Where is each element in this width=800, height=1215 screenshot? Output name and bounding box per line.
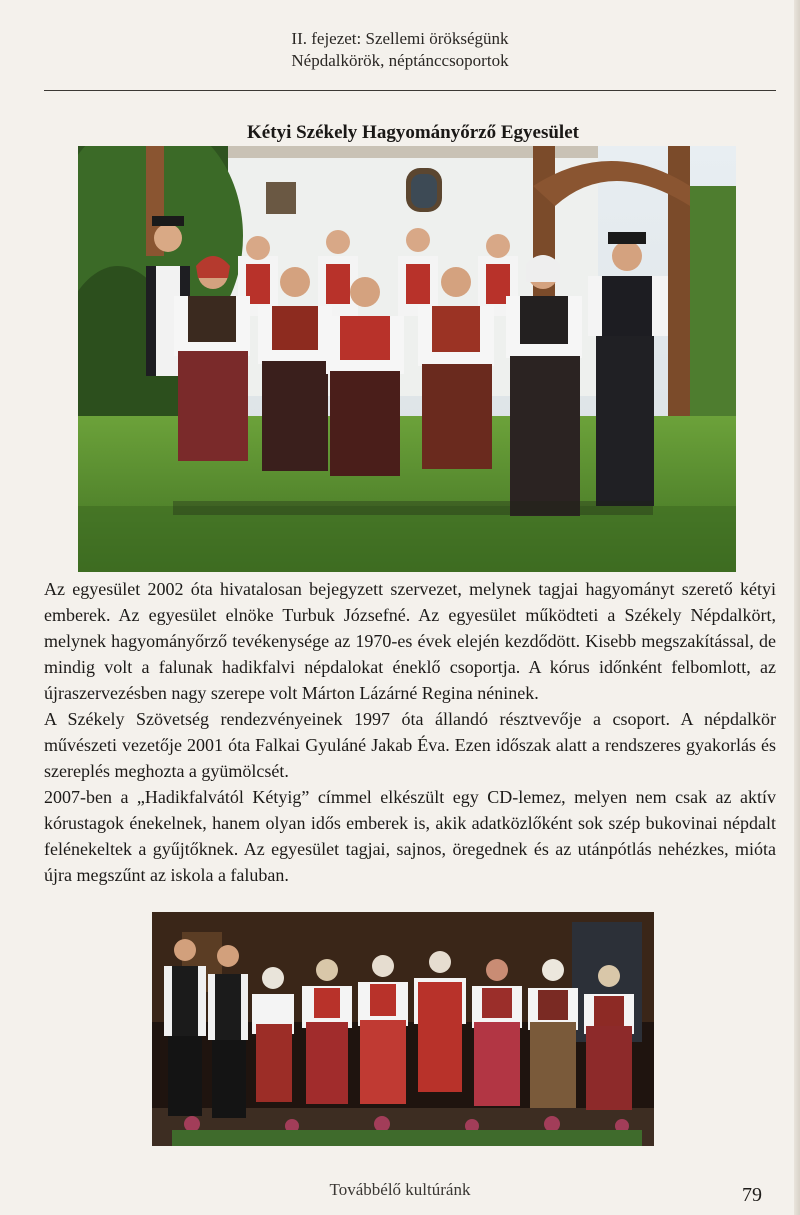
group-photo-house	[78, 146, 736, 572]
header-rule	[44, 90, 776, 91]
group-photo-stage-image	[152, 912, 654, 1146]
chapter-title: II. fejezet: Szellemi örökségünk	[291, 29, 509, 48]
paragraph-szovetseg: A Székely Szövetség rendezvényeinek 1997 óta állandó résztvevője a csoport. A népdalkör művészeti vezetője 2001 óta Falkai Gyuláné Jakab Éva. Ezen időszak alatt a rendszeres gyakorlás és szereplés meghozta a gyümölcsét.	[44, 709, 776, 781]
group-photo-stage	[152, 912, 654, 1146]
running-head	[0, 28, 800, 72]
body-text	[44, 576, 776, 888]
footer-book-title: Továbbélő kultúránk	[329, 1180, 471, 1199]
paragraph-cd: 2007-ben a „Hadikfalvától Kétyig” címmel elkészült egy CD-lemez, melyen nem csak az aktív kórustagok énekelnek, hanem olyan idős emberek is, akik adatközlőként sok szép bukovinai népdalt felénekeltek a gyűjtőknek. Az egyesület tagjai, sajnos, öregednek és az utánpótlás nehézkes, mióta újra megszűnt az iskola a faluban.	[44, 787, 776, 885]
paragraph-history: Az egyesület 2002 óta hivatalosan bejegyzett szervezet, melynek tagjai hagyományt szerető kétyi emberek. Az egyesület elnöke Turbuk Józsefné. Az egyesület működteti a Székely Népdalkört, melynek hagyományőrző tevékenysége az 1970-es évek elején kezdődött. Kisebb megszakítással, de mindig volt a falunak hadikfalvi népdalokat éneklő csoportja. A kórus időnként felbomlott, az újraszervezésben nagy szerepe volt Márton Lázárné Regina néninek.	[44, 579, 776, 703]
page-number: 79	[742, 1184, 762, 1206]
page-edge-shadow	[794, 0, 800, 1215]
group-photo-house-image	[78, 146, 736, 572]
section-title: Kétyi Székely Hagyományőrző Egyesület	[247, 122, 579, 143]
subsection-title: Népdalkörök, néptánccsoportok	[291, 51, 509, 70]
